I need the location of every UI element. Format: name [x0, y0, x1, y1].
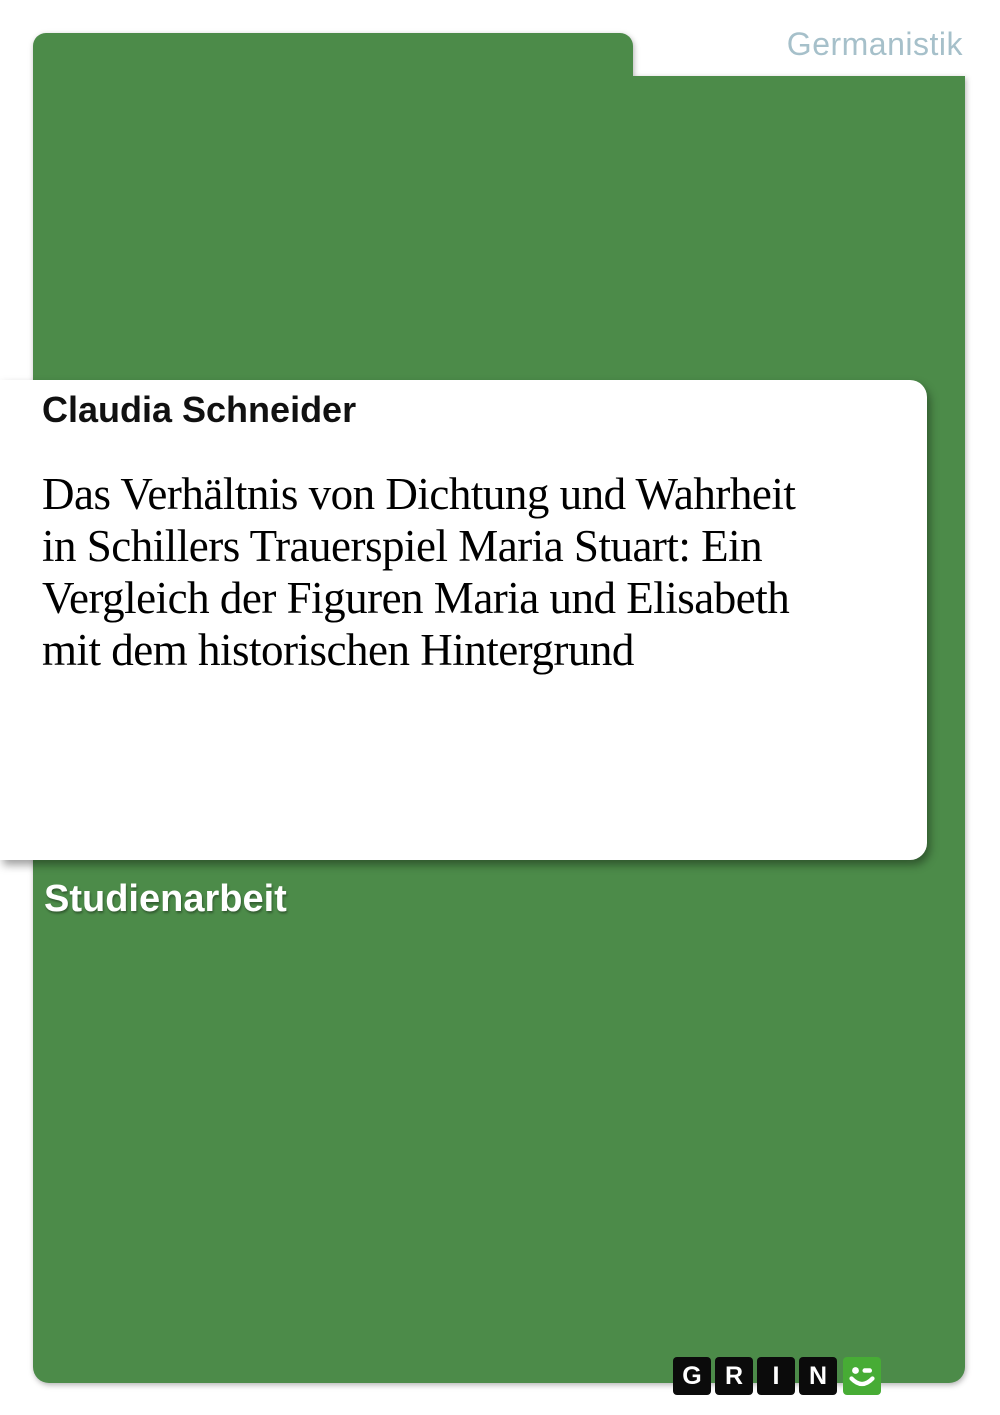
logo-letter: G — [682, 1361, 702, 1390]
title-card — [0, 380, 927, 860]
logo-letter-tile-r — [715, 1357, 753, 1395]
logo-letter-tile-g — [673, 1357, 711, 1395]
paper-title: Das Verhältnis von Dichtung und Wahrheit in Schillers Trauerspiel Maria Stuart: Ein Vergleich der Figuren Maria und Elisabeth mit dem historischen Hintergrund — [42, 469, 796, 675]
logo-letter-tile-n — [799, 1357, 837, 1395]
subject-label: Germanistik — [786, 26, 963, 62]
logo-letter-tile-i — [757, 1357, 795, 1395]
logo-letter: R — [724, 1361, 744, 1390]
author-name: Claudia Schneider — [42, 389, 357, 430]
document-type-label: Studienarbeit — [44, 878, 287, 920]
logo-letter: N — [808, 1361, 828, 1390]
logo-letter: I — [772, 1361, 780, 1390]
grin-logo — [673, 1357, 881, 1395]
winking-smiley-icon — [843, 1357, 881, 1395]
